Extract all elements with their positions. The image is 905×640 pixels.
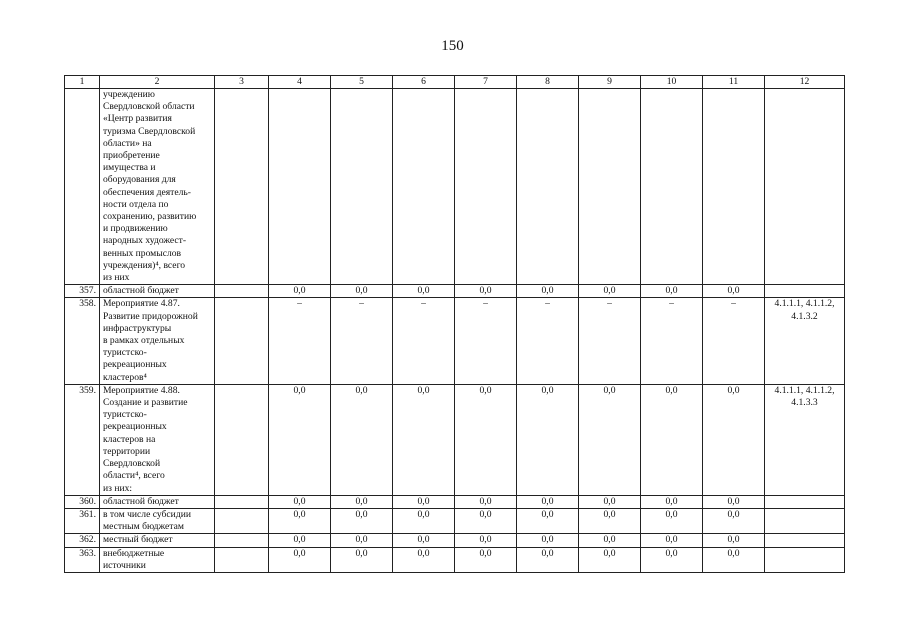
column-header: 4	[269, 76, 331, 89]
table-row	[65, 495, 845, 508]
value-cell	[703, 89, 765, 285]
value-cell	[579, 89, 641, 285]
value-cell: 0,0	[517, 384, 579, 495]
header-row	[65, 76, 845, 89]
value-cell: 0,0	[579, 534, 641, 547]
row-column-3	[215, 534, 269, 547]
value-cell: 0,0	[641, 495, 703, 508]
target-indicators	[765, 547, 845, 572]
row-description: областной бюджет	[100, 495, 215, 508]
value-cell: –	[331, 298, 393, 384]
target-indicators: 4.1.1.1, 4.1.1.2, 4.1.3.2	[765, 298, 845, 384]
row-description: в том числе субсидии местным бюджетам	[100, 508, 215, 533]
value-cell	[393, 89, 455, 285]
target-indicators	[765, 508, 845, 533]
row-column-3	[215, 384, 269, 495]
page-number: 150	[441, 38, 464, 54]
row-number: 359.	[65, 384, 100, 495]
row-description: областной бюджет	[100, 285, 215, 298]
value-cell	[331, 89, 393, 285]
row-column-3	[215, 285, 269, 298]
value-cell: 0,0	[393, 384, 455, 495]
value-cell: 0,0	[331, 508, 393, 533]
row-number: 361.	[65, 508, 100, 533]
value-cell: 0,0	[579, 547, 641, 572]
value-cell: 0,0	[331, 285, 393, 298]
table-row	[65, 89, 845, 285]
value-cell: 0,0	[269, 384, 331, 495]
value-cell: –	[393, 298, 455, 384]
value-cell: 0,0	[393, 495, 455, 508]
row-column-3	[215, 508, 269, 533]
value-cell: 0,0	[455, 285, 517, 298]
column-header: 1	[65, 76, 100, 89]
value-cell: 0,0	[517, 508, 579, 533]
value-cell: 0,0	[269, 547, 331, 572]
table-row	[65, 285, 845, 298]
value-cell: 0,0	[703, 285, 765, 298]
value-cell: 0,0	[269, 534, 331, 547]
row-description: Мероприятие 4.87. Развитие придорожной инфраструктуры в рамках отдельных туристско- рекреационных кластеров⁴	[100, 298, 215, 384]
column-header: 3	[215, 76, 269, 89]
value-cell	[269, 89, 331, 285]
value-cell	[641, 89, 703, 285]
value-cell: 0,0	[455, 534, 517, 547]
value-cell: 0,0	[579, 495, 641, 508]
row-number: 360.	[65, 495, 100, 508]
row-number: 362.	[65, 534, 100, 547]
value-cell: 0,0	[703, 508, 765, 533]
row-description: учреждению Свердловской области «Центр развития туризма Свердловской области» на приобретение имущества и оборудования для обеспечения деятель- ности отдела по сохранению, развитию и продвижению народных художест- венных промыслов учреждения)⁴, всего из них	[100, 89, 215, 285]
value-cell: 0,0	[269, 285, 331, 298]
row-number: 363.	[65, 547, 100, 572]
value-cell: –	[269, 298, 331, 384]
table-row	[65, 547, 845, 572]
target-indicators	[765, 89, 845, 285]
column-header: 12	[765, 76, 845, 89]
value-cell: 0,0	[641, 534, 703, 547]
value-cell: 0,0	[517, 285, 579, 298]
value-cell: –	[641, 298, 703, 384]
value-cell	[455, 89, 517, 285]
value-cell: –	[455, 298, 517, 384]
row-description: внебюджетные источники	[100, 547, 215, 572]
value-cell: 0,0	[393, 285, 455, 298]
value-cell: 0,0	[517, 547, 579, 572]
value-cell: –	[517, 298, 579, 384]
value-cell: 0,0	[703, 547, 765, 572]
row-column-3	[215, 547, 269, 572]
value-cell: 0,0	[269, 495, 331, 508]
value-cell: 0,0	[703, 495, 765, 508]
value-cell: 0,0	[331, 495, 393, 508]
column-header: 2	[100, 76, 215, 89]
value-cell: 0,0	[455, 547, 517, 572]
table-row	[65, 298, 845, 384]
value-cell: 0,0	[331, 547, 393, 572]
column-header: 9	[579, 76, 641, 89]
row-number	[65, 89, 100, 285]
value-cell: 0,0	[579, 285, 641, 298]
value-cell: –	[703, 298, 765, 384]
value-cell: 0,0	[641, 547, 703, 572]
column-header: 10	[641, 76, 703, 89]
target-indicators: 4.1.1.1, 4.1.1.2, 4.1.3.3	[765, 384, 845, 495]
column-header: 5	[331, 76, 393, 89]
value-cell: 0,0	[393, 547, 455, 572]
target-indicators	[765, 534, 845, 547]
value-cell: 0,0	[703, 534, 765, 547]
value-cell: 0,0	[641, 384, 703, 495]
value-cell: –	[579, 298, 641, 384]
row-number: 358.	[65, 298, 100, 384]
target-indicators	[765, 495, 845, 508]
value-cell	[517, 89, 579, 285]
row-description: местный бюджет	[100, 534, 215, 547]
target-indicators	[765, 285, 845, 298]
table-row	[65, 534, 845, 547]
value-cell: 0,0	[579, 384, 641, 495]
row-column-3	[215, 89, 269, 285]
value-cell: 0,0	[703, 384, 765, 495]
value-cell: 0,0	[393, 508, 455, 533]
table-row	[65, 384, 845, 495]
value-cell: 0,0	[517, 495, 579, 508]
value-cell: 0,0	[517, 534, 579, 547]
column-header: 6	[393, 76, 455, 89]
value-cell: 0,0	[331, 384, 393, 495]
column-header: 11	[703, 76, 765, 89]
value-cell: 0,0	[455, 508, 517, 533]
value-cell: 0,0	[269, 508, 331, 533]
row-number: 357.	[65, 285, 100, 298]
value-cell: 0,0	[393, 534, 455, 547]
value-cell: 0,0	[455, 384, 517, 495]
value-cell: 0,0	[641, 285, 703, 298]
value-cell: 0,0	[579, 508, 641, 533]
column-header: 8	[517, 76, 579, 89]
value-cell: 0,0	[641, 508, 703, 533]
row-description: Мероприятие 4.88. Создание и развитие туристско- рекреационных кластеров на территории Свердловской области⁴, всего из них:	[100, 384, 215, 495]
table-row	[65, 508, 845, 533]
row-column-3	[215, 298, 269, 384]
value-cell: 0,0	[331, 534, 393, 547]
program-table	[64, 75, 845, 573]
column-header: 7	[455, 76, 517, 89]
row-column-3	[215, 495, 269, 508]
value-cell: 0,0	[455, 495, 517, 508]
